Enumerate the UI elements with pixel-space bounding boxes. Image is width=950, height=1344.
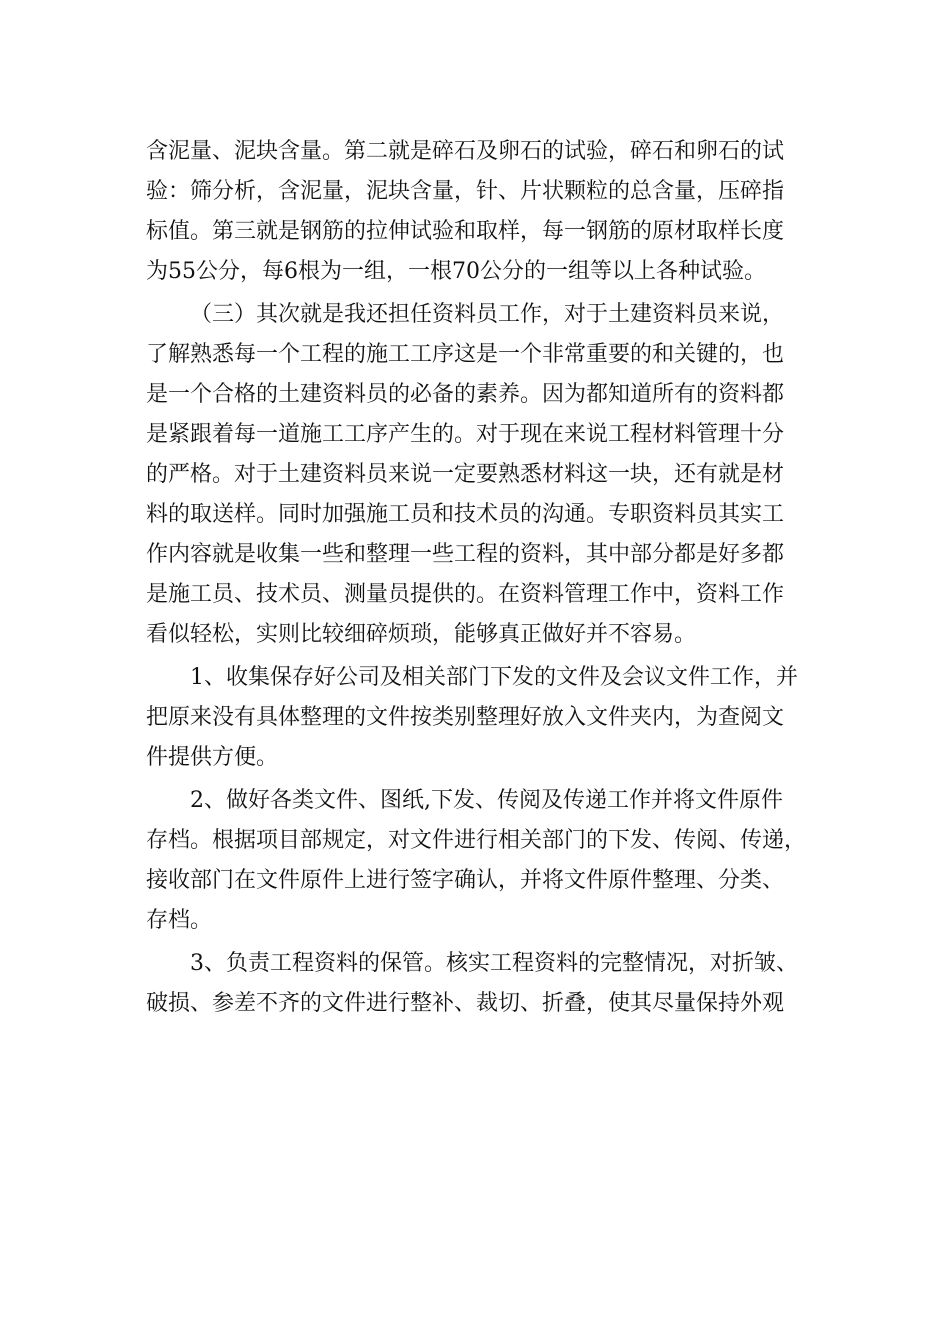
paragraph-test-items bbox=[146, 132, 808, 292]
text-line: 存档。 bbox=[146, 908, 213, 933]
text-line: 了解熟悉每一个工程的施工工序这是一个非常重要的和关键的，也 bbox=[146, 342, 785, 367]
text-line: 1、收集保存好公司及相关部门下发的文件及会议文件工作，并 bbox=[190, 665, 798, 690]
text-line: 破损、参差不齐的文件进行整补、裁切、折叠，使其尽量保持外观 bbox=[146, 991, 785, 1016]
text-line: 3、负责工程资料的保管。核实工程资料的完整情况，对折皱、 bbox=[190, 951, 798, 976]
text-line: 2、做好各类文件、图纸,下发、传阅及传递工作并将文件原件 bbox=[190, 788, 783, 813]
text-line: 含泥量、泥块含量。第二就是碎石及卵石的试验，碎石和卵石的试 bbox=[146, 139, 785, 164]
text-line: 接收部门在文件原件上进行签字确认，并将文件原件整理、分类、 bbox=[146, 868, 785, 893]
text-line: 是施工员、技术员、测量员提供的。在资料管理工作中，资料工作 bbox=[146, 582, 785, 607]
text-line: 的严格。对于土建资料员来说一定要熟悉材料这一块，还有就是材 bbox=[146, 462, 785, 487]
document-body bbox=[146, 132, 808, 1024]
text-line: （三）其次就是我还担任资料员工作，对于土建资料员来说， bbox=[190, 302, 785, 327]
text-line: 料的取送样。同时加强施工员和技术员的沟通。专职资料员其实工 bbox=[146, 502, 785, 527]
text-line: 是紧跟着每一道施工工序产生的。对于现在来说工程材料管理十分 bbox=[146, 422, 785, 447]
paragraph-data-clerk-work bbox=[146, 295, 808, 655]
text-line: 把原来没有具体整理的文件按类别整理好放入文件夹内，为查阅文 bbox=[146, 705, 785, 730]
paragraph-item-1 bbox=[146, 658, 808, 778]
text-line: 件提供方便。 bbox=[146, 745, 279, 770]
text-line: 作内容就是收集一些和整理一些工程的资料，其中部分都是好多都 bbox=[146, 542, 785, 567]
text-line: 是一个合格的土建资料员的必备的素养。因为都知道所有的资料都 bbox=[146, 382, 785, 407]
text-line: 验：筛分析，含泥量，泥块含量，针、片状颗粒的总含量，压碎指 bbox=[146, 179, 785, 204]
text-line: 存档。根据项目部规定，对文件进行相关部门的下发、传阅、传递， bbox=[146, 828, 807, 853]
paragraph-item-2 bbox=[146, 781, 808, 941]
paragraph-item-3 bbox=[146, 944, 808, 1024]
text-line: 为55公分，每6根为一组，一根70公分的一组等以上各种试验。 bbox=[146, 259, 766, 284]
text-line: 标值。第三就是钢筋的拉伸试验和取样，每一钢筋的原材取样长度 bbox=[146, 219, 785, 244]
text-line: 看似轻松，实则比较细碎烦琐，能够真正做好并不容易。 bbox=[146, 622, 697, 647]
